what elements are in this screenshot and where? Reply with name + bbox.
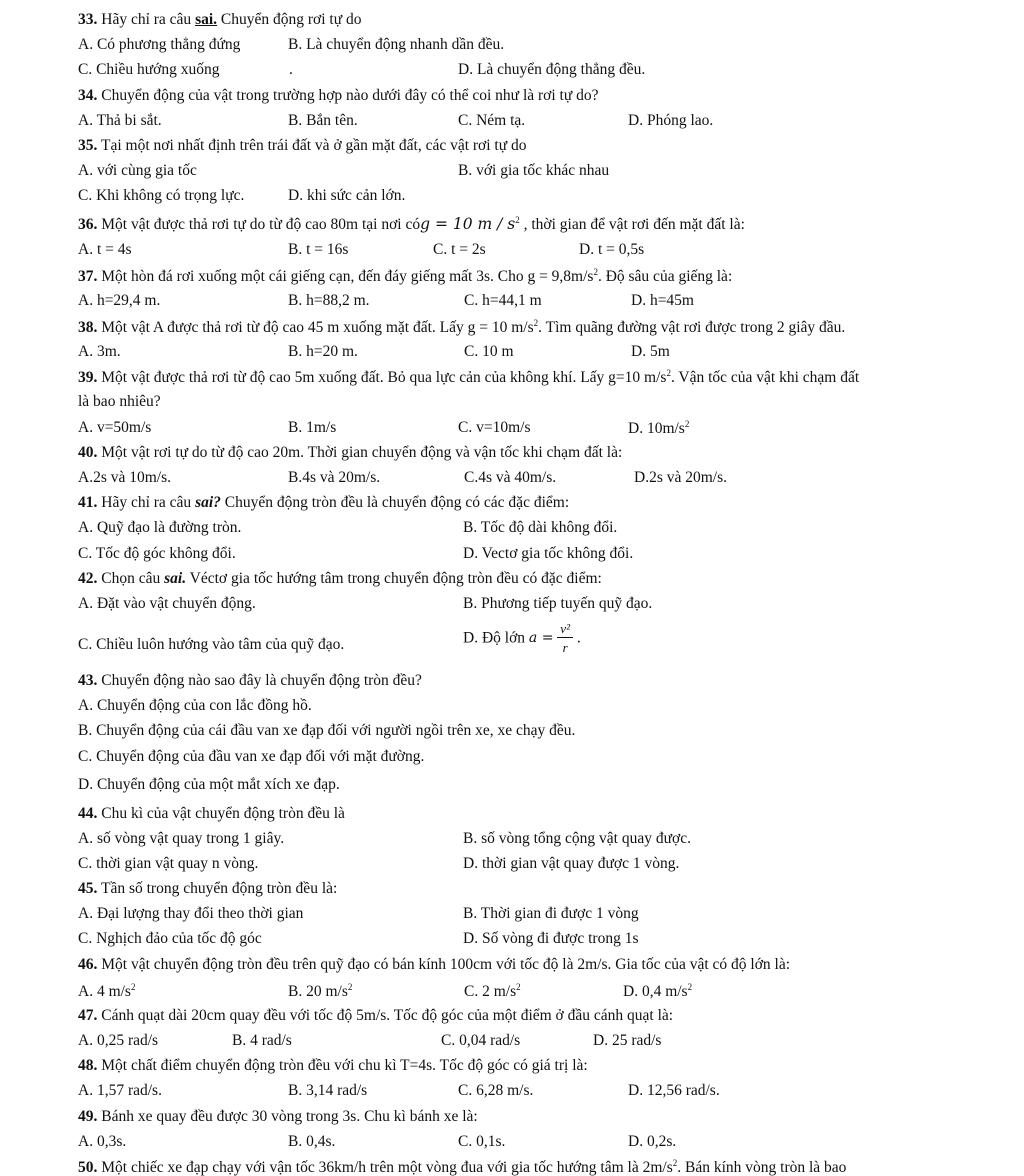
option-c: C. Chiều hướng xuống bbox=[78, 61, 220, 78]
question-number: 42. bbox=[78, 570, 98, 587]
option-d: D. Vectơ gia tốc không đổi. bbox=[463, 545, 634, 562]
option-d: D. h=45m bbox=[631, 292, 694, 309]
option-a: A. 0,25 rad/s bbox=[78, 1032, 159, 1049]
option-a: A. Chuyển động của con lắc đồng hồ. bbox=[78, 697, 312, 714]
option-d: D. 12,56 rad/s. bbox=[628, 1082, 720, 1099]
question-49-stem bbox=[78, 1109, 984, 1125]
option-c: C. Nghịch đảo của tốc độ góc bbox=[78, 930, 262, 947]
question-number: 46. bbox=[78, 956, 98, 973]
question-number: 43. bbox=[78, 672, 98, 689]
option-c: C. Tốc độ góc không đổi. bbox=[78, 545, 236, 562]
option-d-text: D. 10m/s bbox=[628, 420, 685, 437]
option-d: D. 25 rad/s bbox=[593, 1032, 662, 1049]
question-45-stem bbox=[78, 881, 984, 897]
question-text-end: Véctơ gia tốc hướng tâm trong chuyển động tròn đều có đặc điểm: bbox=[186, 570, 602, 587]
option-c: C. Ném tạ. bbox=[458, 112, 526, 129]
exponent: 2 bbox=[533, 318, 539, 328]
question-text: Một chất điểm chuyển động tròn đều với chu kì T=4s. Tốc độ góc có giá trị là: bbox=[101, 1057, 588, 1074]
fraction-numerator: v² bbox=[557, 622, 573, 638]
option-c: C. Chiều luôn hướng vào tâm của quỹ đạo. bbox=[78, 636, 345, 653]
question-text-end: Chuyển động rơi tự do bbox=[220, 11, 362, 28]
question-48-stem bbox=[78, 1058, 984, 1074]
exponent: 2 bbox=[593, 267, 598, 277]
option-a-text: A. 4 m/s bbox=[78, 983, 131, 1000]
option-a: A. 3m. bbox=[78, 343, 121, 360]
question-number: 35. bbox=[78, 137, 98, 154]
exponent: 2 bbox=[687, 982, 693, 992]
option-a: A. Quỹ đạo là đường tròn. bbox=[78, 519, 242, 536]
option-a: A. 0,3s. bbox=[78, 1133, 127, 1150]
option-b: B. Thời gian đi được 1 vòng bbox=[463, 905, 639, 922]
option-d: D.2s và 20m/s. bbox=[634, 469, 727, 486]
option-b: B.4s và 20m/s. bbox=[288, 469, 381, 486]
question-number: 40. bbox=[78, 444, 98, 461]
option-a: A. Đại lượng thay đổi theo thời gian bbox=[78, 905, 304, 922]
option-c: C.4s và 40m/s. bbox=[464, 469, 557, 486]
option-c: C. 0,1s. bbox=[458, 1133, 506, 1150]
question-43-stem bbox=[78, 673, 984, 689]
option-b: B. 3,14 rad/s bbox=[288, 1082, 368, 1099]
option-c: C. 0,04 rad/s bbox=[441, 1032, 521, 1049]
question-number: 41. bbox=[78, 494, 98, 511]
option-d bbox=[628, 420, 689, 437]
question-41-stem bbox=[78, 495, 984, 511]
option-b: B. Phương tiếp tuyến quỹ đạo. bbox=[463, 595, 653, 612]
question-39-stem bbox=[78, 369, 984, 386]
option-a: A. h=29,4 m. bbox=[78, 292, 161, 309]
option-d: D. khi sức cản lớn. bbox=[288, 187, 406, 204]
question-number: 38. bbox=[78, 319, 98, 336]
option-b: B. số vòng tổng cộng vật quay được. bbox=[463, 830, 691, 847]
question-33-stem bbox=[78, 12, 984, 28]
option-b: B. với gia tốc khác nhau bbox=[458, 162, 610, 179]
question-text-end: . Độ sâu của giếng là: bbox=[597, 268, 733, 285]
question-text: Chuyển động nào sao đây là chuyển động tròn đều? bbox=[101, 672, 422, 689]
fraction-denominator: r bbox=[562, 640, 568, 655]
option-a: A. t = 4s bbox=[78, 241, 132, 258]
option-a: A. với cùng gia tốc bbox=[78, 162, 197, 179]
option-d: D. thời gian vật quay được 1 vòng. bbox=[463, 855, 680, 872]
option-d-text: D. Độ lớn bbox=[463, 629, 526, 647]
question-number: 34. bbox=[78, 87, 98, 104]
option-a: A. Đặt vào vật chuyển động. bbox=[78, 595, 256, 612]
option-a: A. 1,57 rad/s. bbox=[78, 1082, 162, 1099]
question-36-stem bbox=[78, 216, 984, 233]
option-c: C. v=10m/s bbox=[458, 419, 531, 436]
question-35-stem bbox=[78, 138, 984, 154]
exponent: 2 bbox=[347, 982, 353, 992]
fraction-v2-over-r bbox=[557, 622, 573, 654]
option-b: B. h=88,2 m. bbox=[288, 292, 370, 309]
option-c: C. 6,28 m/s. bbox=[458, 1082, 534, 1099]
option-b: B. t = 16s bbox=[288, 241, 349, 258]
option-b: B. Là chuyển động nhanh dần đều. bbox=[288, 36, 505, 53]
question-text: Một vật được thả rơi từ độ cao 5m xuống đất. Bỏ qua lực cản của không khí. Lấy g=10 m/s bbox=[101, 369, 667, 386]
question-number: 33. bbox=[78, 11, 98, 28]
question-38-stem bbox=[78, 319, 984, 336]
formula-g: g = 10 m / s bbox=[420, 215, 516, 233]
question-text: Một vật rơi tự do từ độ cao 20m. Thời gian chuyển động và vận tốc khi chạm đất là: bbox=[101, 444, 623, 461]
question-text-end: . Bán kính vòng tròn là bao bbox=[677, 1159, 847, 1176]
emphasis-sai: sai? bbox=[195, 494, 221, 511]
option-a: A. v=50m/s bbox=[78, 419, 152, 436]
question-text-end: Chuyển động tròn đều là chuyển động có các đặc điểm: bbox=[220, 494, 570, 511]
question-34-stem bbox=[78, 88, 984, 104]
question-text: Bánh xe quay đều được 30 vòng trong 3s. Chu kì bánh xe là: bbox=[101, 1108, 478, 1125]
question-50-stem bbox=[78, 1159, 984, 1176]
option-d: D. 0,2s. bbox=[628, 1133, 677, 1150]
option-d: D. 5m bbox=[631, 343, 670, 360]
option-a: A. số vòng vật quay trong 1 giây. bbox=[78, 830, 285, 847]
option-a: A.2s và 10m/s. bbox=[78, 469, 171, 486]
question-number: 36. bbox=[78, 216, 98, 233]
question-text-line2: là bao nhiêu? bbox=[78, 393, 161, 410]
question-text: Một chiếc xe đạp chạy với vận tốc 36km/h trên một vòng đua với gia tốc hướng tâm là 2m/s bbox=[101, 1159, 673, 1176]
emphasis-sai: sai. bbox=[164, 570, 187, 587]
question-number: 39. bbox=[78, 369, 98, 386]
exponent: 2 bbox=[672, 1158, 678, 1168]
exponent: 2 bbox=[130, 982, 136, 992]
option-d-text: D. 0,4 m/s bbox=[623, 983, 688, 1000]
question-number: 44. bbox=[78, 805, 98, 822]
question-number: 45. bbox=[78, 880, 98, 897]
option-c bbox=[464, 983, 521, 1000]
question-40-stem bbox=[78, 445, 984, 461]
option-c: C. h=44,1 m bbox=[464, 292, 542, 309]
question-44-stem bbox=[78, 806, 984, 822]
option-b: B. Bắn tên. bbox=[288, 112, 358, 129]
question-text: Chu kì của vật chuyển động tròn đều là bbox=[101, 805, 345, 822]
option-d: D. Phóng lao. bbox=[628, 112, 714, 129]
option-c: C. Chuyển động của đầu van xe đạp đối với mặt đường. bbox=[78, 748, 425, 765]
exponent: 2 bbox=[666, 368, 671, 378]
exponent: 2 bbox=[515, 215, 520, 225]
option-b-text: B. 20 m/s bbox=[288, 983, 348, 1000]
question-text: Tại một nơi nhất định trên trái đất và ở gần mặt đất, các vật rơi tự do bbox=[100, 137, 527, 154]
question-text: Hãy chỉ ra câu bbox=[101, 11, 192, 28]
question-42-stem bbox=[78, 571, 984, 587]
option-a: A. Thả bi sắt. bbox=[78, 112, 162, 129]
option-c: C. t = 2s bbox=[433, 241, 486, 258]
exponent: 2 bbox=[516, 982, 521, 992]
stray-dot: . bbox=[289, 61, 293, 78]
question-text: Một vật được thả rơi tự do từ độ cao 80m tại nơi có bbox=[101, 216, 421, 233]
question-text-end: . Vận tốc của vật khi chạm đất bbox=[670, 369, 860, 386]
option-c: C. thời gian vật quay n vòng. bbox=[78, 855, 259, 872]
option-a: A. Có phương thẳng đứng bbox=[78, 36, 241, 53]
option-c-text: C. 2 m/s bbox=[464, 983, 517, 1000]
question-text: Hãy chỉ ra câu bbox=[101, 494, 196, 511]
question-number: 37. bbox=[78, 268, 98, 285]
option-d: D. Chuyển động của một mắt xích xe đạp. bbox=[78, 776, 340, 793]
question-text: Tần số trong chuyển động tròn đều là: bbox=[100, 880, 338, 897]
option-d: D. t = 0,5s bbox=[579, 241, 645, 258]
option-d bbox=[463, 622, 581, 654]
question-text: Một vật A được thả rơi từ độ cao 45 m xuống mặt đất. Lấy g = 10 m/s bbox=[101, 319, 534, 336]
question-46-stem bbox=[78, 957, 984, 973]
option-b: B. 1m/s bbox=[288, 419, 337, 436]
option-d: D. Số vòng đi được trong 1s bbox=[463, 930, 639, 947]
question-text-end: , thời gian để vật rơi đến mặt đất là: bbox=[523, 216, 745, 233]
question-text-end: . Tìm quãng đường vật rơi được trong 2 giây đầu. bbox=[538, 319, 846, 336]
option-c: C. Khi không có trọng lực. bbox=[78, 187, 245, 204]
emphasis-sai: sai. bbox=[195, 11, 218, 28]
question-47-stem bbox=[78, 1008, 984, 1024]
question-number: 48. bbox=[78, 1057, 98, 1074]
option-b: B. h=20 m. bbox=[288, 343, 358, 360]
option-a bbox=[78, 983, 135, 1000]
question-text: Cánh quạt dài 20cm quay đều với tốc độ 5m/s. Tốc độ góc của một điểm ở đầu cánh quạt là: bbox=[101, 1007, 674, 1024]
option-b: B. Chuyển động của cái đầu van xe đạp đối với người ngồi trên xe, xe chạy đều. bbox=[78, 722, 576, 739]
question-text: Chọn câu bbox=[101, 570, 165, 587]
option-b: B. Tốc độ dài không đổi. bbox=[463, 519, 618, 536]
option-b bbox=[288, 983, 352, 1000]
question-text: Một vật chuyển động tròn đều trên quỹ đạo có bán kính 100cm với tốc độ là 2m/s. Gia tốc của vật có độ lớn là: bbox=[101, 956, 791, 973]
question-text: Một hòn đá rơi xuống một cái giếng cạn, đến đáy giếng mất 3s. Cho g = 9,8m/s bbox=[101, 268, 594, 285]
option-d bbox=[623, 983, 692, 1000]
question-number: 47. bbox=[78, 1007, 98, 1024]
option-b: B. 4 rad/s bbox=[232, 1032, 292, 1049]
formula-a: a = bbox=[528, 630, 554, 646]
exponent: 2 bbox=[684, 419, 690, 429]
option-d: D. Là chuyển động thẳng đều. bbox=[458, 61, 646, 78]
option-c: C. 10 m bbox=[464, 343, 514, 360]
question-text: Chuyển động của vật trong trường hợp nào dưới đây có thể coi như là rơi tự do? bbox=[101, 87, 599, 104]
period: . bbox=[576, 629, 581, 647]
option-b: B. 0,4s. bbox=[288, 1133, 336, 1150]
question-number: 49. bbox=[78, 1108, 98, 1125]
question-number: 50. bbox=[78, 1159, 98, 1176]
question-37-stem bbox=[78, 268, 984, 285]
